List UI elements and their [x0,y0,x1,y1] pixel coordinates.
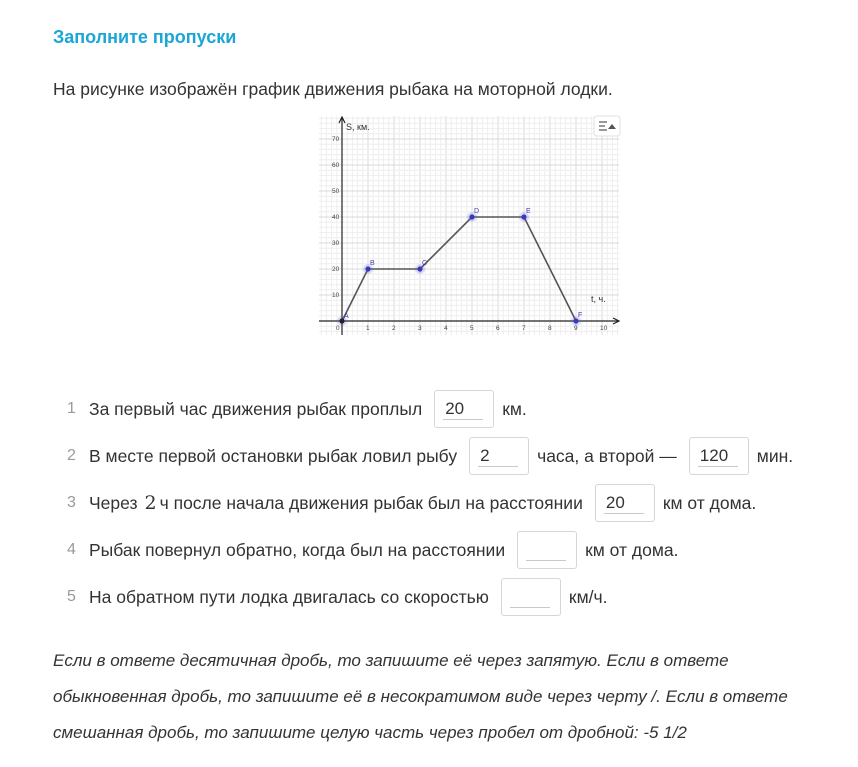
motion-graph [315,113,625,338]
point-f [573,318,578,323]
question-text: Через [89,492,138,513]
question-row [67,436,797,476]
y-tick-label: 60 [332,162,340,169]
question-text: мин. [756,445,794,466]
point-label: D [474,208,480,215]
question-row [67,577,611,617]
x-tick-label: 1 [366,325,370,332]
question-text: км от дома. [585,539,679,560]
x-tick-label: 4 [444,325,448,332]
note-line: смешанная дробь, то запишите целую часть через пробел от дробной: -5 1/2 [53,723,687,742]
question-text: км. [502,398,527,419]
point-label: F [578,312,583,319]
y-axis-label: S, км. [346,122,370,132]
x-tick-label: 2 [392,325,396,332]
question-number: 5 [67,588,76,605]
x-tick-label: 10 [600,325,608,332]
point-label: B [370,260,375,267]
note-line: Если в ответе десятичная дробь, то запишите её через запятую. Если в ответе [53,651,729,670]
question-number: 4 [67,541,76,558]
answer-input[interactable]: 120 [689,437,749,475]
answer-input[interactable]: 20 [434,390,494,428]
question-text: ч после начала движения рыбак был на расстоянии [159,492,583,513]
x-tick-label: 5 [470,325,474,332]
point-c [417,266,422,271]
point-d [469,214,474,219]
question-number: 2 [67,447,76,464]
y-tick-label: 50 [332,188,340,195]
x-tick-label: 8 [548,325,552,332]
answer-input[interactable]: 20 [595,484,655,522]
point-b [365,266,370,271]
x-axis-label: t, ч. [591,294,606,304]
x-tick-label: 0 [336,325,340,332]
page-title: Заполните пропуски [53,27,237,47]
question-text: В месте первой остановки рыбак ловил рыбу [89,445,458,466]
y-tick-label: 30 [332,240,340,247]
question-number: 1 [67,400,76,417]
question-row [67,389,531,429]
answer-input[interactable] [501,578,561,616]
question-number-value: 2 [144,492,157,514]
question-row [67,530,682,570]
question-text: На обратном пути лодка двигалась со скоростью [89,586,489,607]
graph-grid [319,116,619,335]
answer-input[interactable] [517,531,577,569]
question-number: 3 [67,494,76,511]
x-tick-label: 7 [522,325,526,332]
point-label: A [344,313,349,320]
menu-icon[interactable] [594,116,620,136]
question-text: часа, а второй — [537,445,677,466]
question-text: км от дома. [662,492,757,513]
answer-format-note [53,643,843,751]
task-intro: На рисунке изображён график движения рыбака на моторной лодки. [53,79,613,99]
point-label: E [526,208,531,215]
y-tick-label: 10 [332,292,340,299]
note-line: обыкновенная дробь, то запишите её в несократимом виде через черту /. Если в ответе [53,687,788,706]
question-text: км/ч. [568,586,608,607]
point-e [521,214,526,219]
question-text: За первый час движения рыбак проплыл [89,398,423,419]
point-label: C [422,260,428,267]
x-tick-label: 3 [418,325,422,332]
x-tick-label: 6 [496,325,500,332]
y-tick-label: 40 [332,214,340,221]
answer-input[interactable]: 2 [469,437,529,475]
plot-background [319,116,619,335]
question-row [67,483,760,523]
question-text: Рыбак повернул обратно, когда был на расстоянии [89,539,506,560]
y-tick-label: 20 [332,266,340,273]
y-tick-label: 70 [332,136,340,143]
x-tick-label: 9 [574,325,578,332]
